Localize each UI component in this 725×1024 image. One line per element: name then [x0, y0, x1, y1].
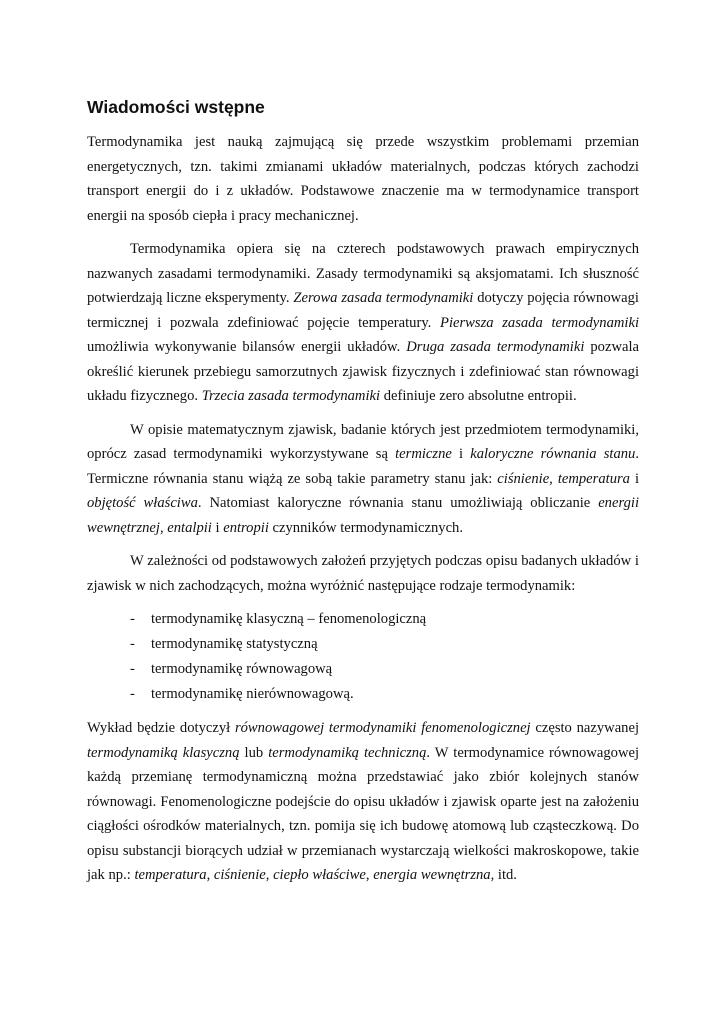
- italic-term: temperatura: [557, 470, 630, 487]
- document-page: [87, 96, 639, 897]
- text-run: pozwala określić kierunek przebiegu samorzutnych zjawisk fizycznych i zdefiniować stan równowagi układu fizycznego.: [87, 339, 639, 404]
- section-heading: Wiadomości wstępne: [87, 97, 265, 117]
- text-run: Termodynamika opiera się na czterech podstawowych prawach empirycznych nazwanych zasadami termodynamiki. Zasady termodynamiki są aksjomatami. Ich słuszność potwierdzają liczne eksperymenty.: [87, 241, 639, 306]
- text-run: dotyczy pojęcia równowagi termicznej i pozwala zdefiniować pojęcie temperatury.: [87, 290, 639, 331]
- paragraph-laws: [87, 237, 639, 409]
- text-run: . Termiczne równania stanu wiążą ze sobą takie parametry stanu jak:: [87, 446, 639, 487]
- text-run: W zależności od podstawowych założeń przyjętych podczas opisu badanych układów i zjawisk w nich zachodzących, można wyróżnić następujące rodzaje termodynamik:: [87, 553, 639, 594]
- text-run: lub: [239, 744, 269, 761]
- italic-term: ciepło właściwe: [273, 867, 366, 883]
- text-run: W opisie matematycznym zjawisk, badanie których jest przedmiotem termodynamiki, oprócz zasad termodynamiki wykorzystywane są: [87, 421, 639, 462]
- text-run: i: [211, 519, 224, 536]
- italic-term: energii wewnętrznej: [87, 495, 639, 536]
- text-run: ,: [265, 867, 274, 883]
- text-run: umożliwia wykonywanie bilansów energii układów.: [87, 339, 407, 355]
- dash-bullet: -: [130, 636, 135, 652]
- italic-term: termodynamiką techniczną: [268, 744, 427, 761]
- dash-bullet: -: [130, 686, 135, 702]
- text-run: ,: [365, 867, 374, 883]
- text-run: często nazywanej: [530, 720, 639, 736]
- text-run: ,: [159, 519, 168, 536]
- dash-bullet: -: [130, 611, 135, 627]
- text-run: definiuje zero absolutne entropii.: [380, 388, 577, 404]
- italic-term: ciśnienie: [497, 470, 550, 487]
- italic-term: termodynamiką klasyczną: [87, 744, 240, 761]
- text-run: Wykład będzie dotyczył: [87, 720, 235, 736]
- italic-term: objętość właściwa: [87, 495, 198, 511]
- italic-term: termiczne: [395, 446, 452, 462]
- text-run: i: [451, 446, 471, 462]
- text-run: ,: [206, 867, 214, 883]
- italic-term: kaloryczne równania stanu: [470, 446, 636, 462]
- text-run: czynników termodynamicznych.: [268, 519, 464, 536]
- thermodynamics-types-list: [87, 607, 639, 707]
- italic-term: Trzecia zasada termodynamiki: [201, 388, 381, 404]
- list-item: - termodynamikę statystyczną: [87, 632, 639, 657]
- list-item: - termodynamikę klasyczną – fenomenologiczną: [87, 607, 639, 632]
- text-run: , itd.: [490, 867, 517, 883]
- list-item: - termodynamikę nierównowagową.: [87, 682, 639, 707]
- text-run: i: [629, 470, 640, 487]
- text-run: . Natomiast kaloryczne równania stanu umożliwiają obliczanie: [197, 495, 599, 511]
- italic-term: Zerowa zasada termodynamiki: [293, 290, 474, 306]
- italic-term: ciśnienie: [213, 867, 266, 883]
- paragraph-intro: [87, 130, 639, 228]
- italic-term: entropii: [223, 519, 269, 536]
- text-run: ,: [549, 470, 558, 487]
- text-run: . W termodynamice równowagowej każdą przemianę termodynamiczną można przedstawiać jako zbiór kolejnych stanów równowagi. Fenomenologiczne podejście do opisu układów i zjawisk oparte jest na założeniu ciągłości ośrodków materialnych, tzn. pomija się ich budowę atomową lub cząsteczkową. Do opisu substancji biorących udział w przemianach wystarczają wielkości makroskopowe, takie jak np.:: [87, 744, 640, 883]
- italic-term: Druga zasada termodynamiki: [406, 339, 585, 355]
- italic-term: Pierwsza zasada termodynamiki: [440, 314, 640, 331]
- italic-term: temperatura: [134, 867, 207, 883]
- paragraph-types-intro: [87, 549, 639, 598]
- dash-bullet: -: [130, 661, 135, 677]
- italic-term: entalpii: [167, 519, 212, 536]
- italic-term: równowagowej termodynamiki fenomenologicznej: [234, 720, 531, 736]
- list-item: - termodynamikę równowagową: [87, 657, 639, 682]
- italic-term: energia wewnętrzna: [373, 867, 491, 883]
- paragraph-lecture-scope: [87, 716, 639, 888]
- paragraph-equations-of-state: [87, 418, 639, 541]
- text-run: Termodynamika jest nauką zajmującą się przede wszystkim problemami przemian energetycznych, tzn. takimi zmianami układów materialnych, podczas których zachodzi transport energii do i z układów. Podstawowe znaczenie ma w termodynamice transport energii na sposób ciepła i pracy mechanicznej.: [87, 134, 639, 224]
